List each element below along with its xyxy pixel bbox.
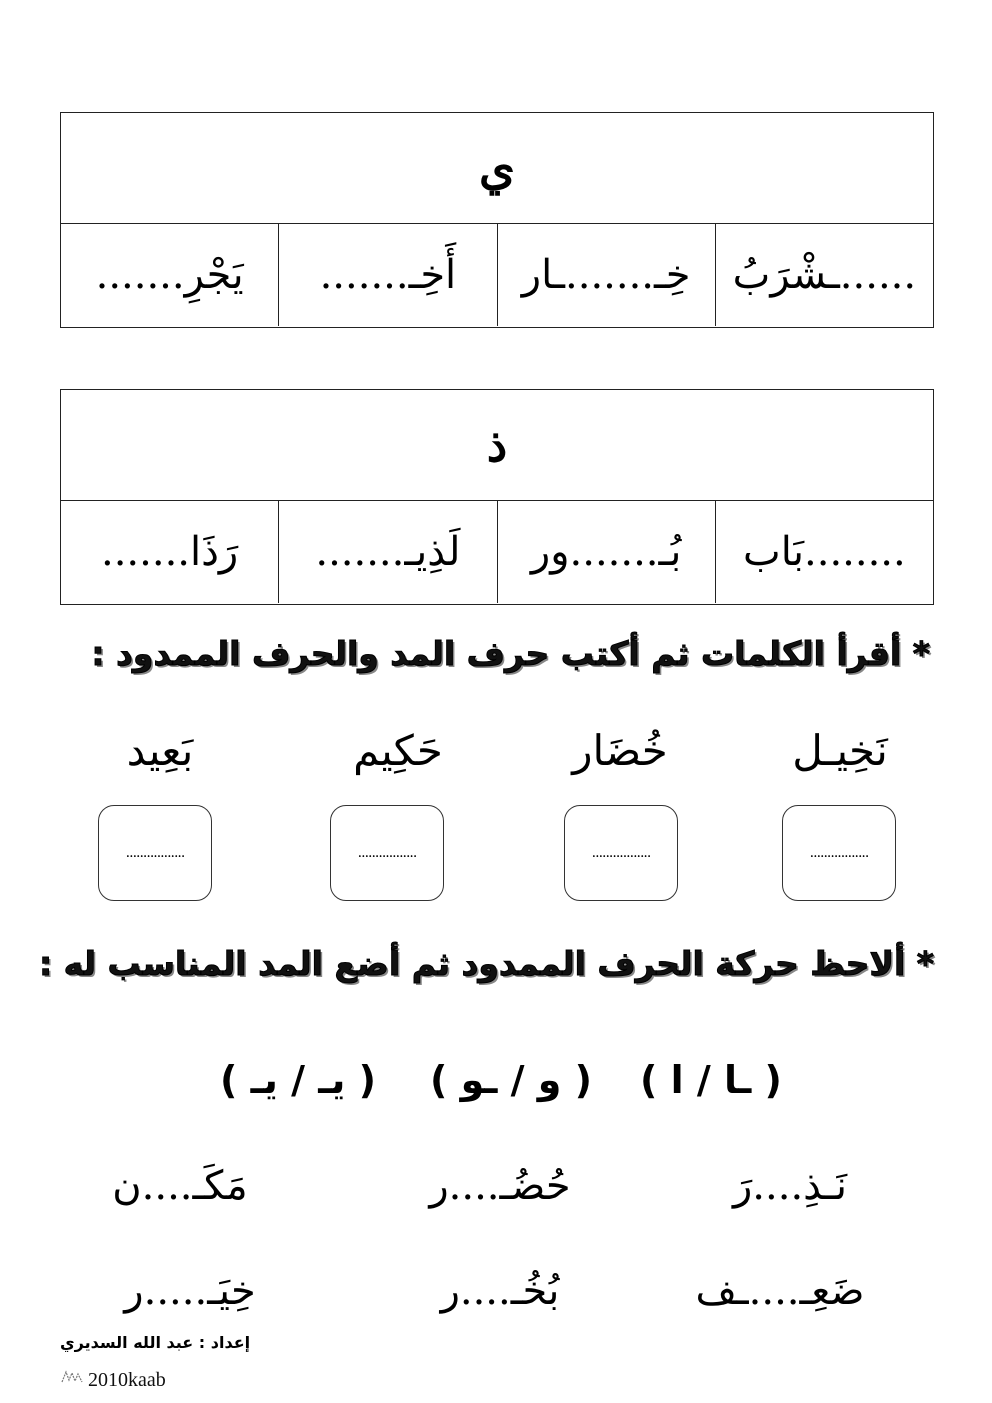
answer-box[interactable]: ................. bbox=[782, 805, 896, 901]
section-heading-read-words: * أقرأ الكلمات ثم أكتب حرف المد والحرف الممدود : bbox=[91, 634, 930, 673]
fill-cell[interactable]: رَذَا....... bbox=[101, 529, 239, 575]
table-letter-ya: ي bbox=[61, 113, 933, 224]
fill-cell[interactable]: خِـ.......ـار bbox=[497, 224, 715, 326]
word-item: حَكِيم bbox=[353, 726, 443, 775]
fill-word[interactable]: بُخُـ....ر bbox=[440, 1268, 560, 1314]
fill-word[interactable]: نَـذِ....رَ bbox=[732, 1163, 848, 1209]
madd-option: ( و / ـو ) bbox=[430, 1058, 592, 1102]
scribble-icon bbox=[60, 1368, 84, 1392]
word-item: نَخِيـل bbox=[792, 726, 888, 775]
fill-word[interactable]: مَكَـ....ن bbox=[112, 1163, 248, 1209]
section-heading-choose-madd: * ألاحظ حركة الحرف الممدود ثم أضع المد المناسب له : bbox=[38, 944, 934, 983]
fill-cell[interactable]: بُـ.......ور bbox=[497, 501, 715, 603]
letter-table-ya bbox=[60, 112, 934, 328]
fill-word[interactable]: ضَعِـ....ـف bbox=[695, 1268, 865, 1314]
footer-code-text: 2010kaab bbox=[88, 1368, 166, 1391]
fill-cell[interactable]: لَذِيـ....... bbox=[278, 501, 496, 603]
fill-cell[interactable]: أَخِـ....... bbox=[278, 224, 496, 326]
answer-box[interactable]: ................. bbox=[98, 805, 212, 901]
table-letter-thal: ذ bbox=[61, 390, 933, 501]
table-row bbox=[61, 224, 933, 326]
table-row bbox=[61, 501, 933, 603]
madd-option: ( ـا / ا ) bbox=[640, 1058, 782, 1102]
answer-box[interactable]: ................. bbox=[330, 805, 444, 901]
fill-word[interactable]: خِيَـ.....ر bbox=[124, 1268, 256, 1314]
author-credit: إعداد : عبد الله السديري bbox=[60, 1333, 251, 1352]
letter-table-thal bbox=[60, 389, 934, 605]
word-item: بَعِيد bbox=[126, 726, 194, 775]
fill-cell[interactable]: ......ـشْرَبُ bbox=[715, 224, 933, 326]
word-item: خُضَار bbox=[572, 726, 668, 775]
fill-cell[interactable]: ........بَاب bbox=[715, 501, 933, 603]
footer-code bbox=[60, 1368, 166, 1392]
fill-cell[interactable]: يَجْرِ....... bbox=[95, 252, 244, 298]
answer-box[interactable]: ................. bbox=[564, 805, 678, 901]
madd-option: ( يـ / يـ ) bbox=[220, 1058, 377, 1102]
fill-word[interactable]: حُضُـ....ر bbox=[429, 1163, 571, 1209]
